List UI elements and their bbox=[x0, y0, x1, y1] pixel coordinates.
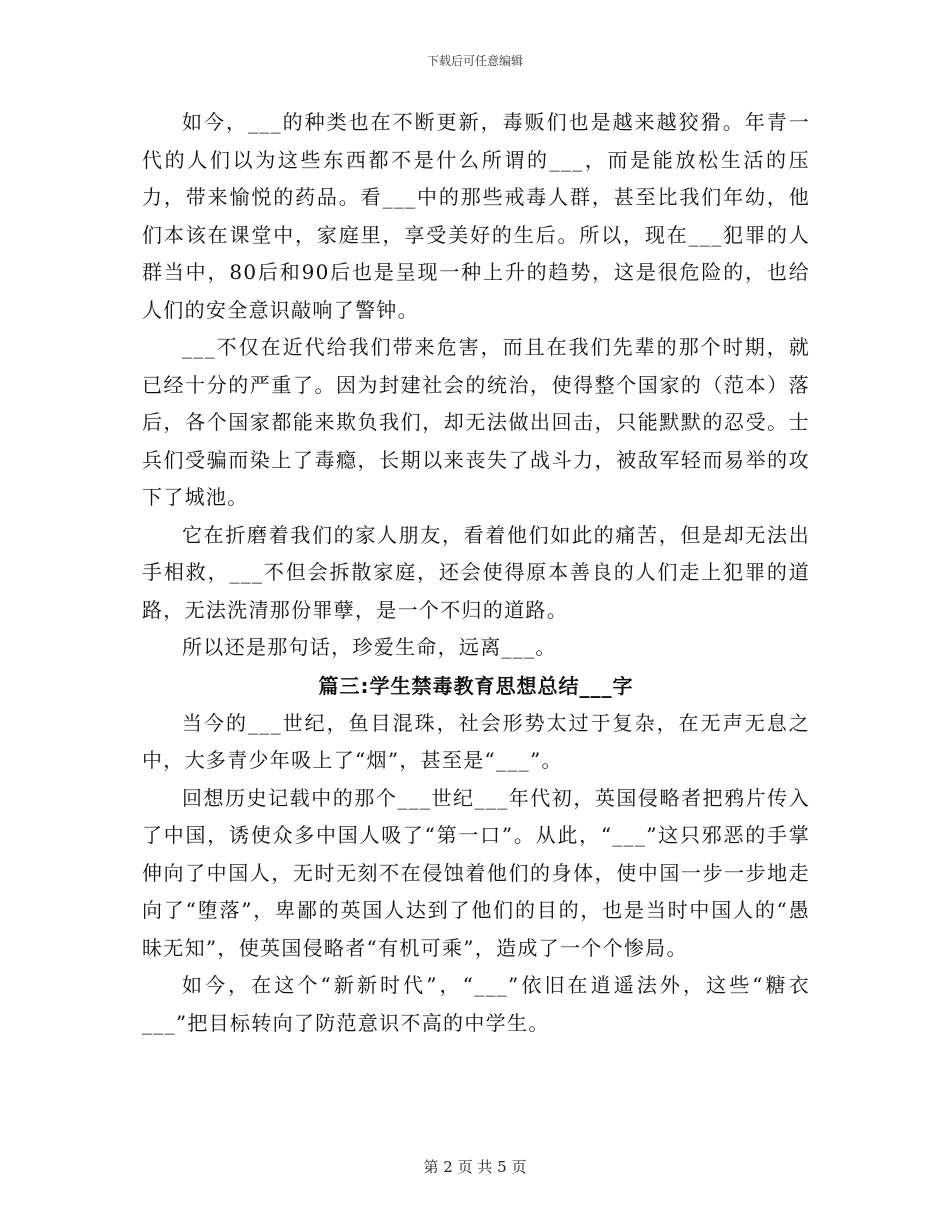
paragraph-3: 它在折磨着我们的家人朋友，看着他们如此的痛苦，但是却无法出手相救，___不但会拆散家庭，还会使得原本善良的人们走上犯罪的道路，无法洗清那份罪孽，是一个不归的道路。 bbox=[142, 522, 810, 622]
paragraph-1: 如今，___的种类也在不断更新，毒贩们也是越来越狡猾。年青一代的人们以为这些东西都不是什么所谓的___，而是能放松生活的压力，带来愉悦的药品。看___中的那些戒毒人群，甚至比我们年幼，他们本该在课堂中，家庭里，享受美好的生后。所以，现在___犯罪的人群当中，80后和90后也是呈现一种上升的趋势，这是很危险的，也给人们的安全意识敲响了警钟。 bbox=[142, 110, 810, 322]
page-footer: 第 2 页 共 5 页 bbox=[423, 1158, 527, 1176]
paragraph-7: 如今，在这个“新新时代”，“___”依旧在逍遥法外，这些“糖衣___”把目标转向了防范意识不高的中学生。 bbox=[142, 973, 810, 1035]
paragraph-4: 所以还是那句话，珍爱生命，远离___。 bbox=[182, 635, 557, 659]
section-heading: 篇三:学生禁毒教育思想总结___字 bbox=[318, 673, 634, 698]
paragraph-2: ___不仅在近代给我们带来危害，而且在我们先辈的那个时期，就已经十分的严重了。因为封建社会的统治，使得整个国家的（范本）落后，各个国家都能来欺负我们，却无法做出回击，只能默默的忍受。士兵们受骗而染上了毒瘾，长期以来丧失了战斗力，被敌军轻而易举的攻下了城池。 bbox=[142, 335, 810, 509]
paragraph-5: 当今的___世纪，鱼目混珠，社会形势太过于复杂，在无声无息之中，大多青少年吸上了“烟”，甚至是“___”。 bbox=[142, 710, 810, 772]
document-body bbox=[142, 104, 810, 1042]
page-header: 下载后可任意编辑 bbox=[426, 54, 523, 68]
paragraph-6: 回想历史记载中的那个___世纪___年代初，英国侵略者把鸦片传入了中国，诱使众多中国人吸了“第一口”。从此，“___”这只邪恶的手掌伸向了中国人，无时无刻不在侵蚀着他们的身体，使中国一步一步地走向了“堕落”，卑鄙的英国人达到了他们的目的，也是当时中国人的“愚昧无知”，使英国侵略者“有机可乘”，造成了一个个惨局。 bbox=[142, 785, 810, 960]
